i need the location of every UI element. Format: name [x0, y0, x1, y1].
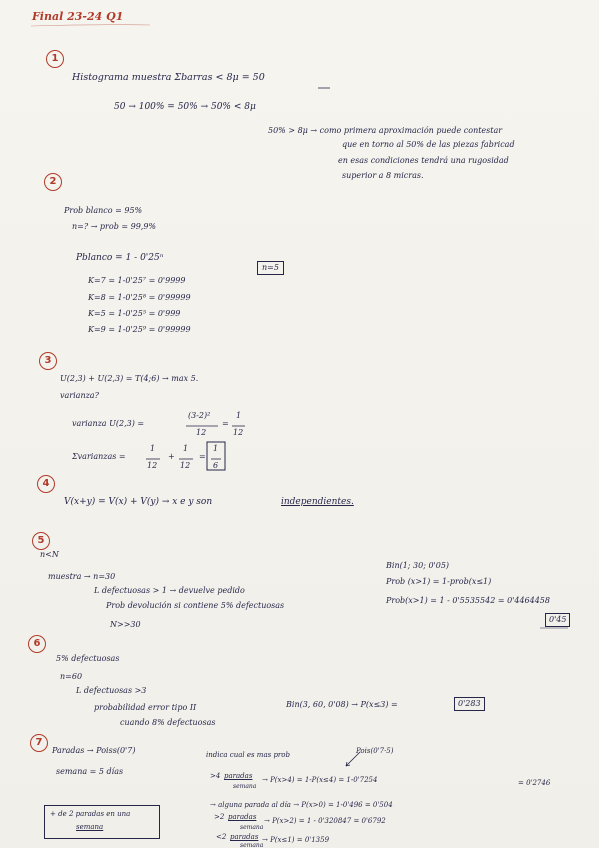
q5-n-less-N: n<N	[40, 550, 59, 559]
q7-paradas-poisson: Paradas → Poiss(0'7)	[52, 746, 136, 755]
q6-error-tipo-ii: probabilidad error tipo II	[94, 703, 197, 712]
q7-r2: → alguna parada al día → P(x>0) = 1-0'496 = 0'504	[210, 801, 393, 809]
q5-N-much-greater: N>>30	[110, 620, 141, 629]
q5-defectuosas: L defectuosas > 1 → devuelve pedido	[94, 586, 245, 595]
question-number-2: 2	[44, 173, 62, 191]
q3-frac1-denominator: 12	[196, 428, 207, 437]
q7-answer-line-2: semana	[76, 823, 104, 831]
q6-defectuosas: L defectuosas >3	[76, 686, 147, 695]
q1-histogram-line: Histograma muestra Σbarras < 8μ = 50	[72, 72, 265, 83]
q7-poisson-week: Pois(0'7·5)	[356, 747, 394, 755]
q7-r1-semana: semana	[233, 783, 257, 790]
q7-r3-gt2: >2	[214, 813, 225, 821]
q6-binomial: Bin(3, 60, 0'08) → P(x≤3) =	[286, 700, 398, 709]
q7-r4-lt2: <2	[216, 833, 227, 841]
q6-defect-rate: 5% defectuosas	[56, 654, 120, 663]
q6-n60: n=60	[60, 672, 83, 681]
q3-varianza-label: varianza U(2,3) =	[72, 419, 145, 428]
question-number-1: 1	[46, 50, 64, 68]
q7-r4-semana: semana	[240, 842, 264, 848]
q1-conclusion-line-1: 50% > 8μ → como primera aproximación puede contestar	[268, 126, 503, 135]
q7-r1-formula: → P(x>4) = 1-P(x≤4) = 1-0'7254	[262, 776, 378, 784]
q2-row-k7: K=7 = 1-0'25⁷ = 0'9999	[88, 276, 186, 285]
q5-muestra: muestra → n=30	[48, 572, 116, 581]
q3-frac2-numerator: 1	[236, 411, 242, 420]
q7-r3-paradas: paradas	[228, 813, 257, 821]
q3-plus: +	[168, 452, 175, 461]
page-title: Final 23-24 Q1	[32, 10, 124, 23]
q2-prob-blanco: Prob blanco = 95%	[64, 206, 143, 215]
q2-n-question: n=? → prob = 99,9%	[72, 222, 157, 231]
q3-equals-2: =	[199, 452, 206, 461]
q2-answer-box: n=5	[257, 261, 284, 275]
q7-r3-semana: semana	[240, 824, 264, 831]
q4-independent: independientes.	[281, 497, 354, 507]
question-number-3: 3	[39, 352, 57, 370]
q5-prob-devolucion: Prob devolución si contiene 5% defectuosas	[106, 601, 285, 610]
question-number-7: 7	[30, 734, 48, 752]
q3-frac5-denominator: 6	[213, 461, 219, 470]
q3-equals: =	[222, 419, 229, 428]
q5-prob-result: Prob(x>1) = 1 - 0'5535542 = 0'4464458	[386, 596, 550, 605]
q2-row-k8: K=8 = 1-0'25⁸ = 0'99999	[88, 293, 191, 302]
q7-r3-formula: → P(x>2) = 1 - 0'320847 = 0'6792	[264, 817, 386, 825]
q1-percentage-line: 50 → 100% = 50% → 50% < 8μ	[114, 102, 256, 112]
question-number-4: 4	[37, 475, 55, 493]
q3-frac4-numerator: 1	[183, 444, 189, 453]
q7-answer-line-1: + de 2 paradas en una	[50, 810, 131, 818]
q7-semana: semana = 5 días	[56, 767, 124, 776]
q5-binomial: Bin(1; 30; 0'05)	[386, 561, 450, 570]
q1-conclusion-line-2: que en torno al 50% de las piezas fabricad	[342, 140, 515, 149]
question-number-6: 6	[28, 635, 46, 653]
q1-conclusion-line-4: superior a 8 micras.	[342, 171, 424, 180]
q2-row-k5: K=5 = 1-0'25⁵ = 0'999	[88, 309, 181, 318]
q3-frac1-numerator: (3-2)²	[188, 411, 211, 420]
q3-frac3-denominator: 12	[147, 461, 158, 470]
q7-r4-paradas: paradas	[230, 833, 259, 841]
q7-r1-result: = 0'2746	[518, 779, 551, 787]
q7-r1-gt4: >4	[210, 772, 221, 780]
q2-row-k9: K=9 = 1-0'25⁹ = 0'99999	[88, 325, 191, 334]
q6-cuando-8: cuando 8% defectuosas	[120, 718, 216, 727]
q7-r4-formula: → P(x≤1) = 0'1359	[262, 836, 330, 844]
q5-answer-box: 0'45	[545, 613, 570, 627]
q7-r1-paradas: paradas	[224, 772, 253, 780]
q3-frac5-numerator: 1	[213, 444, 219, 453]
q3-frac2-denominator: 12	[233, 428, 244, 437]
q3-frac3-numerator: 1	[150, 444, 156, 453]
q6-answer-box: 0'283	[454, 697, 485, 711]
q7-indica: indica cual es mas prob	[206, 751, 290, 759]
q4-variance-sum: V(x+y) = V(x) + V(y) → x e y son	[64, 497, 213, 507]
q2-formula: Pblanco = 1 - 0'25ⁿ	[76, 253, 164, 263]
q3-sum-uniform: U(2,3) + U(2,3) = T(4;6) → max 5.	[60, 374, 199, 383]
q5-prob-complement: Prob (x>1) = 1-prob(x≤1)	[386, 577, 492, 586]
q3-frac4-denominator: 12	[180, 461, 191, 470]
q3-varianza-question: varianza?	[60, 391, 99, 400]
q3-sum-varianzas-label: Σvarianzas =	[72, 452, 126, 461]
q1-conclusion-line-3: en esas condiciones tendrá una rugosidad	[338, 156, 509, 165]
question-number-5: 5	[32, 532, 50, 550]
